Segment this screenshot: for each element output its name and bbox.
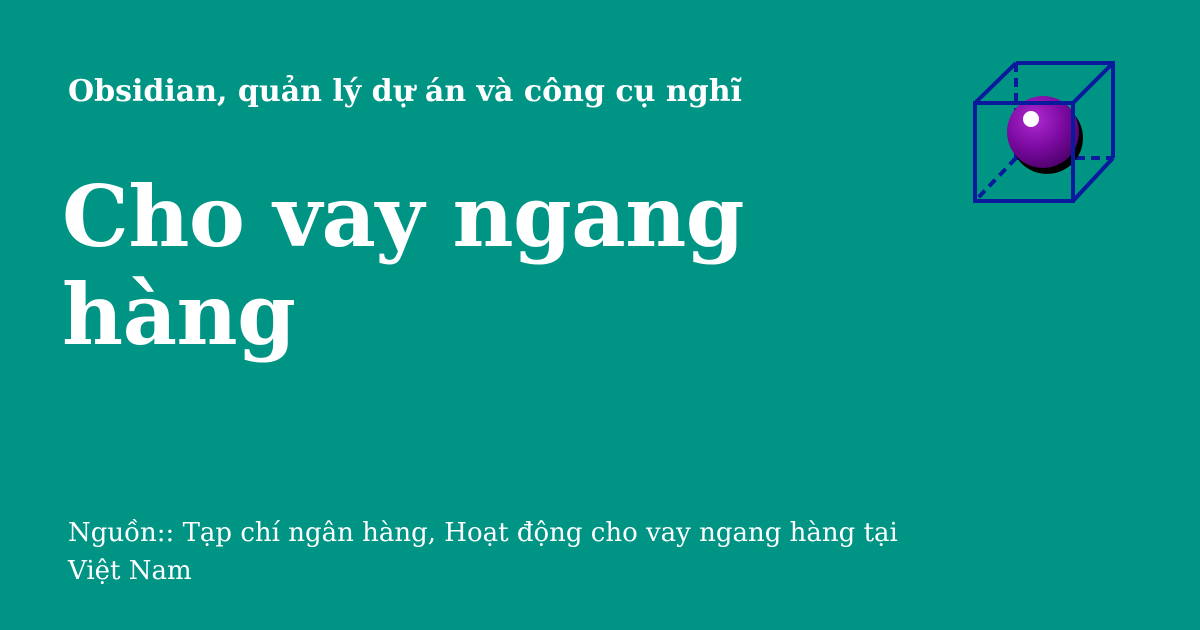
- cube-sphere-icon: [970, 58, 1120, 208]
- cube-edge: [975, 63, 1016, 103]
- source-text: Nguồn:: Tạp chí ngân hàng, Hoạt động cho vay ngang hàng tại Việt Nam: [68, 518, 898, 586]
- site-title: Obsidian, quản lý dự án và công cụ nghĩ: [68, 74, 742, 109]
- cube-edge: [1073, 63, 1113, 103]
- sphere-highlight: [1023, 111, 1039, 127]
- cube-back-edge: [975, 158, 1016, 201]
- sphere: [1007, 96, 1079, 168]
- page-title: Cho vay ngang hàng: [62, 167, 745, 364]
- cube-edge: [1073, 158, 1113, 201]
